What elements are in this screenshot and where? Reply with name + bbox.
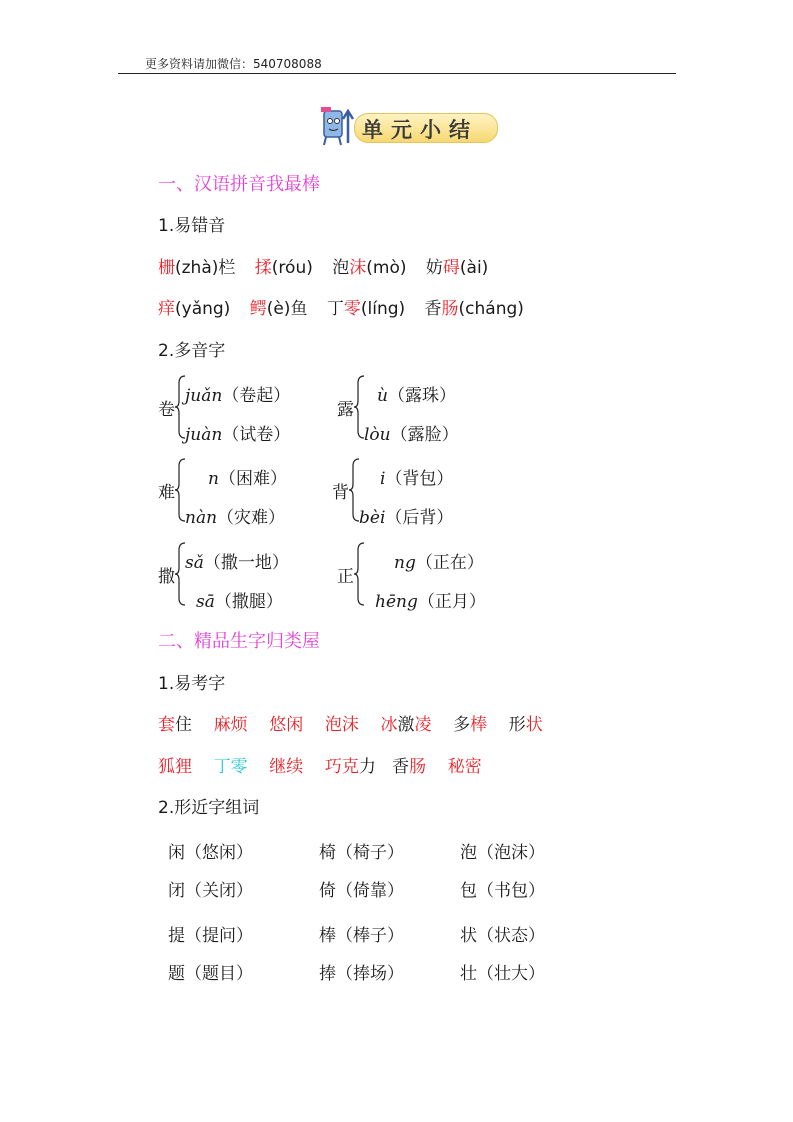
similar-word: 棒（棒子）	[319, 926, 404, 946]
polyphone-group: 卷 juǎn（卷起） juàn（试卷）	[158, 375, 308, 439]
word-item: 继续	[269, 757, 304, 777]
word-item: 鳄(è)鱼	[249, 299, 308, 319]
polyphone-group: 露 ù（露珠） lòu（露脸）	[337, 375, 487, 439]
word-item: 形状	[508, 715, 543, 735]
similar-word: 倚（倚靠）	[319, 881, 404, 901]
word-item: 麻烦	[213, 715, 248, 735]
word-item: 泡沫(mò)	[332, 258, 407, 278]
section2-sub2: 2.形近字组词	[158, 798, 260, 818]
word-item: 套住	[158, 715, 192, 735]
key-characters-row-2	[158, 752, 482, 777]
brace-icon	[353, 542, 365, 606]
section2-title: 二、精品生字归类屋	[158, 631, 320, 652]
section1-sub1: 1.易错音	[158, 216, 226, 236]
unit-summary-banner	[318, 105, 500, 147]
polyphone-group: 正 ng（正在） hēng（正月）	[337, 542, 497, 606]
word-item: 冰激凌	[380, 715, 432, 735]
similar-word: 壮（壮大）	[460, 964, 545, 984]
polyphone-group: 难 n（困难） nàn（灾难）	[158, 458, 308, 522]
similar-word: 题（题目）	[168, 964, 253, 984]
key-characters-row-1	[158, 710, 543, 735]
error-prone-row-1	[158, 253, 502, 278]
polyphone-group: 背 i（背包） bèi（后背）	[332, 458, 482, 522]
similar-word: 闲（悠闲）	[168, 843, 253, 863]
word-item: 揉(róu)	[254, 258, 313, 278]
word-item: 狐狸	[158, 757, 192, 777]
similar-word: 泡（泡沫）	[460, 843, 545, 863]
similar-word: 椅（椅子）	[319, 843, 404, 863]
similar-word: 捧（捧场）	[319, 964, 404, 984]
banner-title: 单元小结	[362, 117, 478, 142]
word-item: 泡沫	[324, 715, 359, 735]
section2-sub1: 1.易考字	[158, 674, 226, 694]
word-item: 香肠	[392, 757, 427, 777]
word-item: 妨碍(ài)	[425, 258, 489, 278]
header-text: 更多资料请加微信：540708088	[145, 57, 322, 71]
word-item: 丁零	[213, 757, 248, 777]
word-item: 痒(yǎng)	[158, 299, 231, 319]
similar-word: 状（状态）	[460, 926, 545, 946]
mascot-icon	[318, 105, 358, 147]
word-item: 悠闲	[269, 715, 304, 735]
word-item: 秘密	[447, 757, 482, 777]
similar-word: 闭（关闭）	[168, 881, 253, 901]
word-item: 巧克力	[324, 757, 376, 777]
header-rule	[118, 73, 676, 74]
error-prone-row-2	[158, 294, 538, 319]
word-item: 香肠(cháng)	[424, 299, 524, 319]
word-item: 丁零(líng)	[326, 299, 406, 319]
section1-title: 一、汉语拼音我最棒	[158, 174, 320, 195]
section1-sub2: 2.多音字	[158, 341, 226, 361]
similar-word: 包（书包）	[460, 881, 545, 901]
word-item: 多棒	[453, 715, 488, 735]
polyphone-group: 撒 sǎ（撒一地） sā（撒腿）	[158, 542, 308, 606]
word-item: 栅(zhà)栏	[158, 258, 236, 278]
similar-word: 提（提问）	[168, 926, 253, 946]
